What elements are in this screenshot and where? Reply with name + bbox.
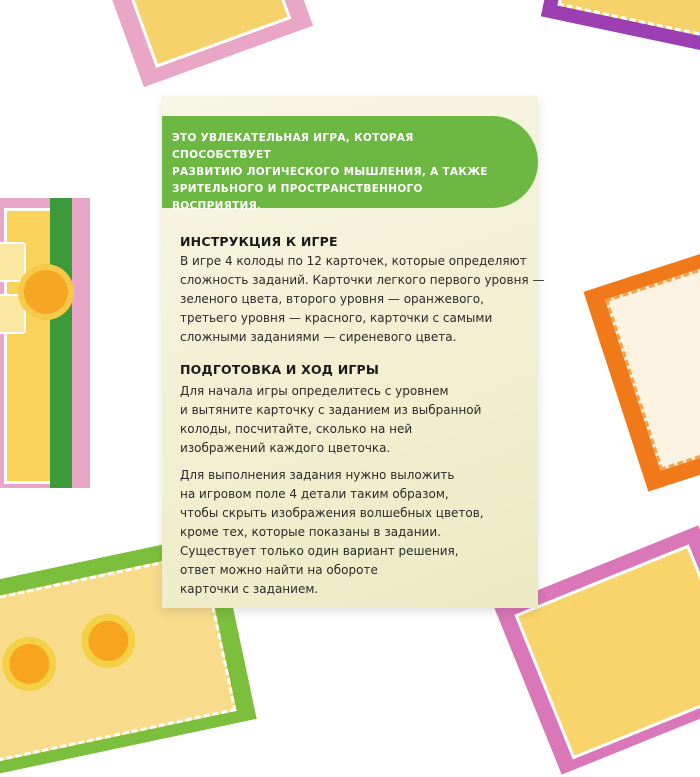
intro-banner [162, 116, 538, 212]
sunflower-icon [85, 617, 132, 664]
game-card-left [0, 198, 90, 488]
game-card-top-right [541, 0, 700, 58]
intro-text: ЭТО УВЛЕКАТЕЛЬНАЯ ИГРА, КОТОРАЯ СПОСОБСТВУЕТ РАЗВИТИЮ ЛОГИЧЕСКОГО МЫШЛЕНИЯ, А ТАКЖЕ ЗРИТЕЛЬНОГО И ПРОСТРАНСТВЕННОГО ВОСПРИЯТИЯ. [172, 132, 488, 212]
sunflower-icon [24, 270, 68, 314]
game-card-top-left [103, 0, 313, 87]
instructions-paragraph: В игре 4 колоды по 12 карточек, которые определяют сложность заданий. Карточки легкого первого уровня — зеленого цвета, второго уровня — оранжевого, третьего уровня — красного, карточки с самыми сложными заданиями — сиреневого цвета. [180, 254, 545, 344]
preparation-paragraph: Для начала игры определитесь с уровнем и вытяните карточку с заданием из выбранной колоды, посчитайте, сколько на ней изображений каждого цветочка. [180, 384, 482, 455]
mushroom-tile [0, 242, 26, 282]
section-title-preparation: ПОДГОТОВКА И ХОД ИГРЫ [180, 362, 380, 377]
section-title-instructions: ИНСТРУКЦИЯ К ИГРЕ [180, 234, 338, 249]
game-card-right [583, 242, 700, 491]
orange-tile [0, 294, 26, 334]
sunflower-icon [6, 640, 53, 687]
gameplay-paragraph: Для выполнения задания нужно выложить на игровом поле 4 детали таким образом, чтобы скрыть изображения волшебных цветов, кроме тех, которые показаны в задании. Существует только один вариант решения, ответ можно найти на обороте карточки с заданием. [180, 468, 484, 596]
instruction-leaflet [162, 96, 545, 608]
